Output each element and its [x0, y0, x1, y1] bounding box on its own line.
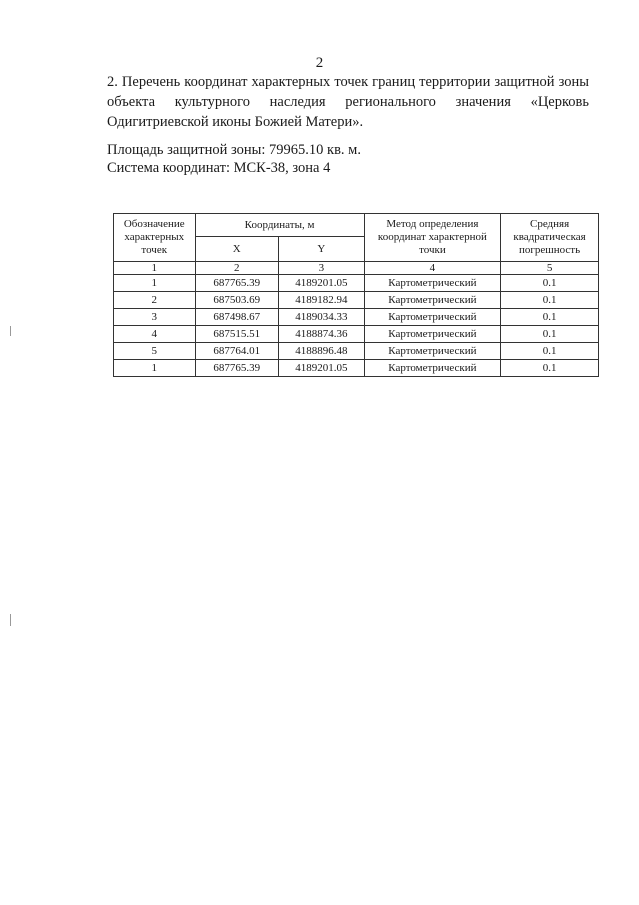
zone-area: Площадь защитной зоны: 79965.10 кв. м. — [107, 142, 361, 158]
page-number: 2 — [315, 55, 324, 71]
column-number: 5 — [501, 262, 599, 275]
table-row — [114, 343, 599, 360]
cell-method: Картометрический — [364, 275, 501, 292]
table-row — [114, 292, 599, 309]
cell-x: 687515.51 — [195, 326, 279, 343]
cell-point: 4 — [114, 326, 196, 343]
column-number: 1 — [114, 262, 196, 275]
cell-error: 0.1 — [501, 360, 599, 377]
header-method: Метод определения координат характерной точки — [364, 214, 501, 262]
header-y: Y — [279, 237, 365, 262]
cell-y: 4188896.48 — [279, 343, 365, 360]
table-row — [114, 360, 599, 377]
cell-x: 687503.69 — [195, 292, 279, 309]
cell-x: 687764.01 — [195, 343, 279, 360]
cell-error: 0.1 — [501, 275, 599, 292]
cell-error: 0.1 — [501, 292, 599, 309]
coordinate-system: Система координат: МСК-38, зона 4 — [107, 160, 331, 176]
column-number: 4 — [364, 262, 501, 275]
cell-x: 687498.67 — [195, 309, 279, 326]
cell-point: 1 — [114, 360, 196, 377]
cell-y: 4189182.94 — [279, 292, 365, 309]
header-x: X — [195, 237, 279, 262]
cell-error: 0.1 — [501, 309, 599, 326]
cell-method: Картометрический — [364, 292, 501, 309]
table-row — [114, 309, 599, 326]
cell-y: 4189201.05 — [279, 275, 365, 292]
cell-point: 1 — [114, 275, 196, 292]
cell-method: Картометрический — [364, 360, 501, 377]
header-coords: Координаты, м — [195, 214, 364, 237]
cell-point: 2 — [114, 292, 196, 309]
cell-point: 3 — [114, 309, 196, 326]
cell-error: 0.1 — [501, 343, 599, 360]
scan-margin-mark — [10, 326, 11, 336]
cell-method: Картометрический — [364, 309, 501, 326]
table-row — [114, 326, 599, 343]
cell-y: 4188874.36 — [279, 326, 365, 343]
cell-y: 4189034.33 — [279, 309, 365, 326]
header-error: Средняя квадратическая погрешность — [501, 214, 599, 262]
section-heading: 2. Перечень координат характерных точек границ территории защитной зоны объекта культурного наследия регионального значения «Церковь Одигитриевской иконы Божией Матери». — [107, 74, 589, 130]
header-point: Обозначение характерных точек — [114, 214, 196, 262]
cell-y: 4189201.05 — [279, 360, 365, 377]
cell-error: 0.1 — [501, 326, 599, 343]
column-number: 3 — [279, 262, 365, 275]
cell-x: 687765.39 — [195, 275, 279, 292]
cell-x: 687765.39 — [195, 360, 279, 377]
coordinates-table — [113, 213, 599, 377]
scan-margin-mark — [10, 614, 11, 626]
column-number: 2 — [195, 262, 279, 275]
cell-method: Картометрический — [364, 326, 501, 343]
cell-method: Картометрический — [364, 343, 501, 360]
cell-point: 5 — [114, 343, 196, 360]
table-row — [114, 275, 599, 292]
